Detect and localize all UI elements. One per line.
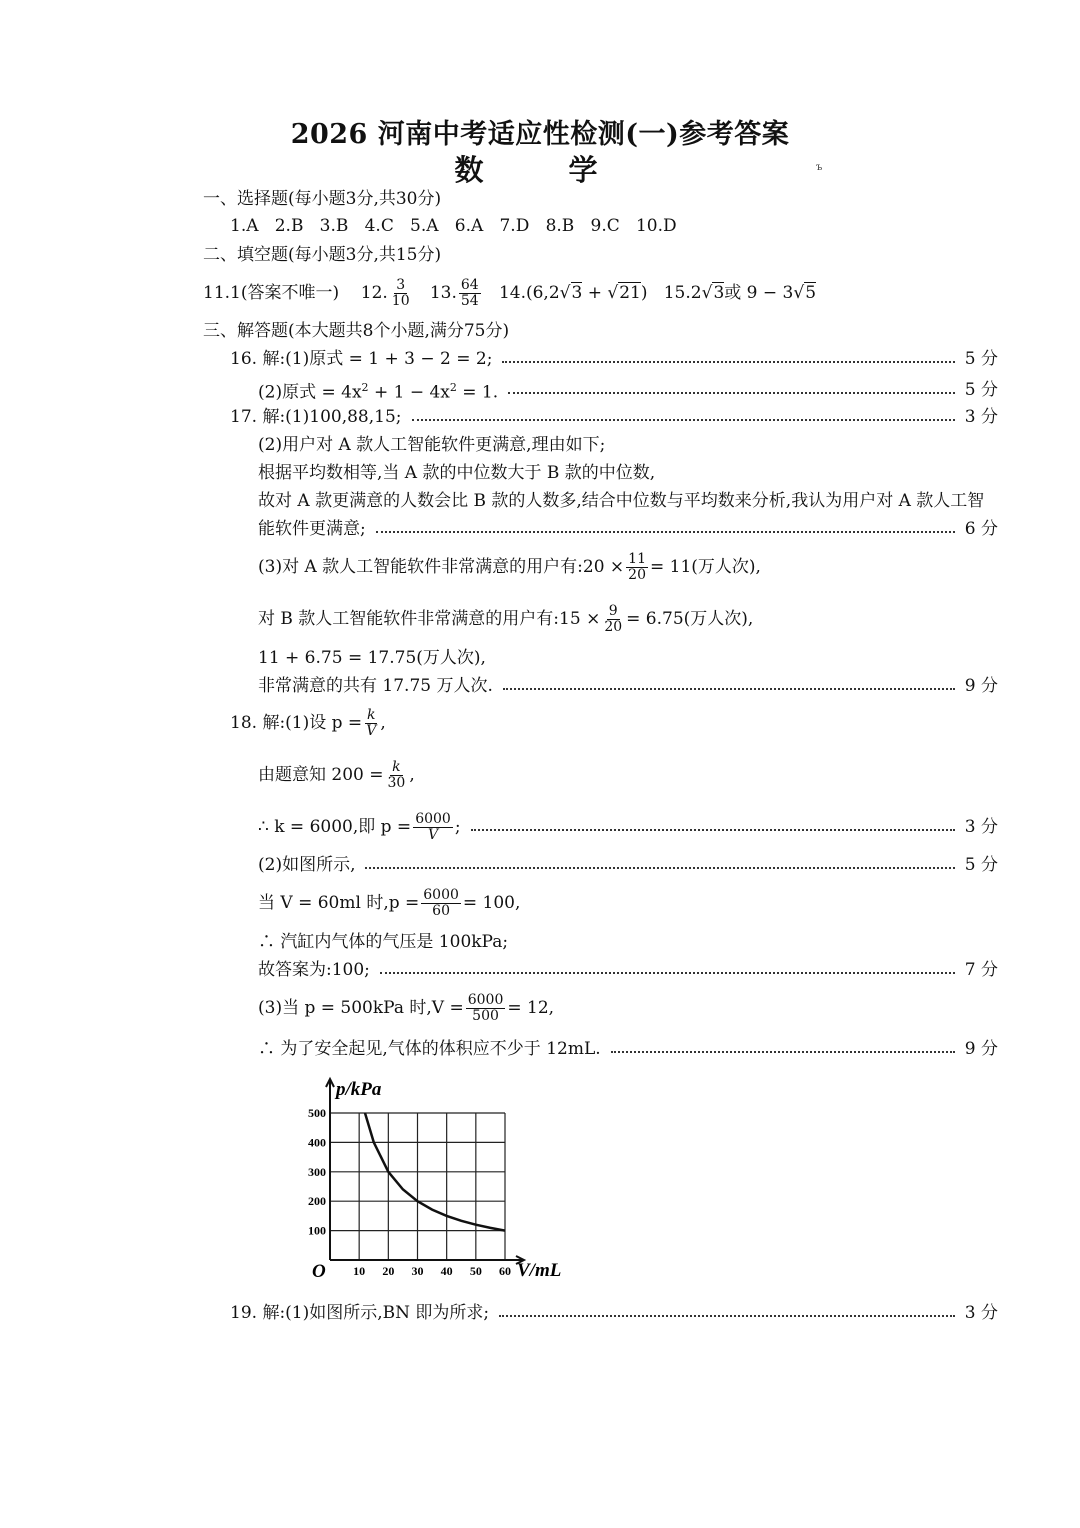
expr-part: , (409, 765, 415, 785)
q18-line-6: ∴ 汽缸内气体的气压是 100kPa; (258, 932, 509, 952)
q17-line-2: (2)用户对 A 款人工智能软件更满意,理由如下; (258, 435, 606, 455)
score: 9 分 (964, 1039, 998, 1059)
dot-leader (502, 361, 954, 363)
solution-text: 能软件更满意; (258, 519, 366, 539)
q18-line-4 (258, 854, 998, 876)
exponent: 2 (449, 381, 457, 394)
answer-13-prefix: 13. (429, 283, 457, 303)
fraction-numerator: 6000 (467, 992, 504, 1008)
score: 6 分 (964, 519, 998, 539)
expr-part: , (380, 713, 386, 733)
q17-line-4: 故对 A 款更满意的人数会比 B 款的人数多,结合中位数与平均数来分析,我认为用户对 A 款人工智 (258, 491, 985, 511)
y-tick-label: 500 (308, 1106, 326, 1120)
answer-12-fraction (390, 278, 412, 309)
x-tick-label: 10 (353, 1264, 366, 1278)
q18-line-9 (258, 1038, 998, 1060)
expr-part: 当 V = 60ml 时,p = (258, 893, 420, 913)
expr-part: (3)当 p = 500kPa 时,V = (258, 998, 464, 1018)
y-tick-label: 200 (308, 1194, 326, 1209)
answer-14-mid: + (582, 283, 608, 303)
solution-text: 故答案为:100; (258, 960, 370, 980)
fraction-numerator: 3 (396, 277, 406, 293)
sqrt-icon: √ (701, 283, 713, 303)
y-tick-label: 300 (308, 1164, 326, 1179)
pressure-volume-chart (290, 1075, 590, 1285)
exponent: 2 (361, 381, 369, 394)
fraction-denominator: 54 (460, 293, 479, 309)
choice-answer: 3.B (319, 216, 349, 236)
solution-text: 17. 解:(1)100,88,15; (230, 407, 402, 427)
fraction (413, 812, 453, 843)
expr-part: = 11(万人次), (650, 557, 761, 577)
fraction (421, 888, 461, 919)
q18-line-8 (258, 991, 554, 1025)
score: 3 分 (964, 817, 998, 837)
x-tick-label: 50 (469, 1264, 482, 1278)
y-tick-labels (308, 1106, 326, 1238)
expr-part: (3)对 A 款人工智能软件非常满意的用户有:20 × (258, 557, 625, 577)
expr-part: = 12, (507, 998, 555, 1018)
dot-leader (365, 867, 954, 869)
q16-line-1 (230, 348, 998, 370)
choice-answer: 1.A (230, 216, 259, 236)
score: 7 分 (964, 960, 998, 980)
dot-leader (508, 392, 955, 394)
dot-leader (412, 419, 955, 421)
corner-mark: ъ (816, 162, 823, 173)
fraction-numerator: 6000 (423, 887, 459, 903)
q17-line-7 (258, 602, 753, 636)
fraction-denominator: 20 (604, 619, 623, 635)
x-axis-label: V/mL (517, 1260, 562, 1281)
q18-line-2 (258, 758, 415, 792)
solution-text: (2)如图所示, (258, 855, 356, 875)
y-axis-label: p/kPa (336, 1079, 382, 1100)
answer-11: 11.1(答案不唯一) (203, 283, 340, 303)
subject-title: 数 学 (454, 153, 626, 187)
q17-line-8: 11 + 6.75 = 17.75(万人次), (258, 648, 486, 668)
answer-15-mid: 或 9 − 3 (724, 283, 794, 303)
chart-grid (330, 1113, 505, 1260)
expr-part: ∴ k = 6000,即 p = (258, 817, 412, 837)
score: 5 分 (964, 349, 998, 369)
q18-line-7 (258, 959, 998, 981)
fraction-denominator: 10 (391, 293, 410, 309)
x-tick-label: 60 (499, 1264, 511, 1278)
fraction-numerator: k (367, 707, 376, 723)
choice-answer: 7.D (499, 216, 530, 236)
sqrt-icon: √ (793, 283, 805, 303)
fraction-denominator: 500 (472, 1008, 499, 1024)
x-tick-label: 20 (382, 1264, 395, 1278)
score: 9 分 (964, 676, 998, 696)
choice-answer: 10.D (635, 216, 677, 236)
choice-answer: 6.A (454, 216, 484, 236)
radicand: 5 (805, 283, 817, 303)
score: 3 分 (964, 1303, 998, 1323)
expr-part: 18. 解:(1)设 p = (230, 713, 363, 733)
expr-part: 由题意知 200 = (258, 765, 384, 785)
radicand: 3 (713, 283, 725, 303)
expr-part: = 6.75(万人次), (626, 609, 754, 629)
radicand: 21 (619, 283, 641, 303)
dot-leader (471, 829, 955, 831)
dot-leader (376, 531, 955, 533)
fraction-denominator: 60 (432, 903, 450, 919)
q17-line-5 (258, 518, 998, 540)
fill-answers (203, 276, 816, 310)
q17-line-6 (258, 550, 761, 584)
score: 5 分 (964, 380, 998, 401)
answer-13-fraction (459, 278, 481, 309)
dot-leader (611, 1051, 955, 1053)
sqrt-icon: √ (607, 283, 619, 303)
q16-line-2 (258, 377, 998, 404)
expr-part: = 1. (456, 382, 499, 403)
choice-answer: 8.B (545, 216, 575, 236)
fraction (626, 552, 648, 583)
y-tick-label: 100 (308, 1223, 326, 1238)
q17-line-9 (258, 675, 998, 697)
answer-14-suffix: ) (640, 283, 648, 303)
fraction-numerator: 6000 (415, 811, 451, 827)
section-1-heading: 一、选择题(每小题3分,共30分) (203, 189, 442, 209)
fraction-denominator: V (427, 827, 439, 843)
fraction-denominator: 30 (387, 775, 406, 791)
fraction (602, 604, 624, 635)
fraction-denominator: 20 (628, 567, 646, 583)
x-tick-label: 30 (411, 1264, 424, 1278)
choice-answer: 2.B (274, 216, 304, 236)
q18-line-1 (230, 706, 386, 740)
answer-15-prefix: 15.2 (663, 283, 702, 303)
answer-14-prefix: 14.(6,2 (498, 283, 560, 303)
q17-line-3: 根据平均数相等,当 A 款的中位数大于 B 款的中位数, (258, 463, 656, 483)
document-title: 2026 河南中考适应性检测(一)参考答案 (290, 119, 790, 150)
fraction-numerator: 64 (460, 277, 479, 293)
fraction-numerator: k (392, 759, 401, 775)
fraction-numerator: 9 (608, 603, 618, 619)
solution-text: 非常满意的共有 17.75 万人次. (258, 676, 493, 696)
q18-line-5 (258, 886, 520, 920)
fraction-denominator: V (366, 723, 377, 739)
dot-leader (499, 1315, 955, 1317)
answer-12-prefix: 12. (360, 283, 388, 303)
sqrt-icon: √ (559, 283, 571, 303)
fraction (364, 708, 378, 739)
expr-part: = 100, (462, 893, 521, 913)
choice-answer: 4.C (364, 216, 394, 236)
fraction-numerator: 11 (628, 551, 646, 567)
score: 3 分 (964, 407, 998, 427)
expr-part: (2)原式 = 4x (258, 382, 362, 403)
solution-text (258, 810, 461, 844)
radicand: 3 (571, 283, 583, 303)
expr-part: + 1 − 4x (368, 382, 450, 403)
x-tick-labels (353, 1264, 511, 1278)
fraction (466, 993, 506, 1024)
solution-text: 16. 解:(1)原式 = 1 + 3 − 2 = 2; (230, 349, 493, 369)
expr-part: 对 B 款人工智能软件非常满意的用户有:15 × (258, 609, 601, 629)
q17-line-1 (230, 406, 998, 428)
origin-label: O (312, 1261, 326, 1282)
fraction (386, 760, 408, 791)
q18-line-3 (258, 810, 998, 844)
solution-text: ∴ 为了安全起见,气体的体积应不少于 12mL. (258, 1039, 601, 1059)
score: 5 分 (964, 855, 998, 875)
x-tick-label: 40 (440, 1264, 453, 1278)
choice-answer: 5.A (410, 216, 439, 236)
dot-leader (380, 972, 955, 974)
solution-text: 19. 解:(1)如图所示,BN 即为所求; (230, 1303, 490, 1323)
choice-answers (230, 215, 677, 237)
expr-part: ; (454, 817, 461, 837)
section-3-heading: 三、解答题(本大题共8个小题,满分75分) (203, 321, 510, 341)
section-2-heading: 二、填空题(每小题3分,共15分) (203, 245, 442, 265)
q19-line-1 (230, 1302, 998, 1324)
choice-answer: 9.C (590, 216, 620, 236)
y-tick-label: 400 (308, 1135, 326, 1150)
solution-text (258, 377, 498, 404)
dot-leader (503, 688, 955, 690)
